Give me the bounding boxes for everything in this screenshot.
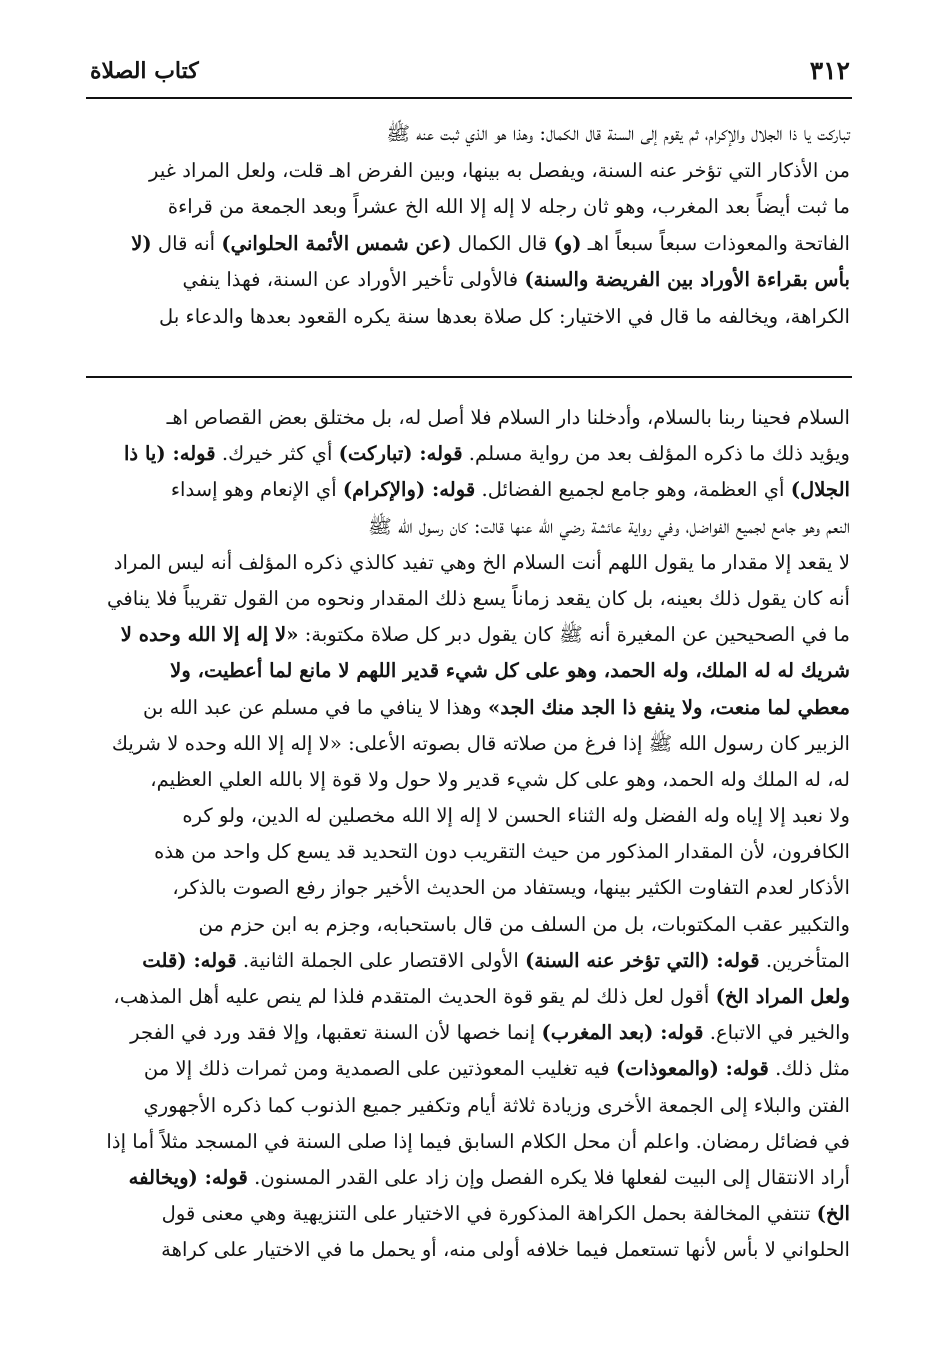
bold-text-run: «لا إله إلا الله وحده لا	[120, 623, 299, 647]
commentary-line	[88, 979, 850, 1015]
commentary-line	[88, 943, 850, 979]
commentary-line	[88, 834, 850, 870]
text-run: في فضائل رمضان. واعلم أن محل الكلام السابق فيما إذا صلى السنة في المسجد مثلاً أما إذا	[106, 1129, 850, 1153]
text-run: الكراهة، ويخالفه ما قال في الاختيار: كل صلاة بعدها سنة يكره القعود بعدها والدعاء بل	[159, 304, 850, 328]
text-run: الفاتحة والمعوذات سبعاً سبعاً اهـ	[581, 231, 850, 255]
text-run: المتأخرين.	[759, 948, 850, 972]
text-run: أقول لعل ذلك لم يقو قوة الحديث المتقدم فلذا لم ينص عليه أهل المذهب،	[113, 985, 716, 1008]
bold-text-run: (لا	[131, 231, 152, 255]
text-run: الكافرون، لأن المقدار المذكور من حيث التقريب دون التحديد قد يسع كل واحد من هذه	[154, 840, 850, 864]
text-run: وهذا لا ينافي ما في مسلم عن عبد الله بن	[143, 695, 488, 719]
text-run: الزبير كان رسول الله ﷺ إذا فرغ من صلاته قال بصوته الأعلى: «لا إله إلا الله وحده لا شريك	[111, 731, 850, 755]
page-number: ٣١٢	[809, 56, 850, 85]
commentary-line	[88, 1088, 850, 1124]
bold-text-run: معطي لما منعت، ولا ينفع ذا الجد منك الجد»	[488, 695, 850, 719]
commentary-line	[88, 1124, 850, 1160]
commentary-line	[88, 436, 850, 472]
text-run: تباركت يا ذا الجلال والإكرام، ثم يقوم إلى السنة قال الكمال: وهذا هو الذي ثبت عنه ﷺ	[386, 122, 850, 145]
commentary-divider	[86, 376, 852, 378]
header-rule	[86, 97, 852, 99]
text-run: فيه تغليب المعوذتين على الصمدية ومن ثمرات ذلك إلا من	[143, 1057, 616, 1081]
page-header	[90, 52, 850, 92]
text-run: تنتفي المخالفة بحمل الكراهة المذكورة في الاختيار على التنزيهية وهي معنى قول	[161, 1202, 817, 1226]
text-run: والخير في الاتباع.	[703, 1021, 850, 1045]
text-run: أنه كان يقول ذلك بعينه، بل كان يقعد زماناً يسع ذلك المقدار ونحوه من القول تقريباً فلا ينافي	[107, 586, 850, 610]
bold-text-run: شريك له له الملك، وله الحمد، وهو على كل شيء قدير اللهم لا مانع لما أعطيت، ولا	[170, 659, 850, 683]
commentary-line	[88, 509, 850, 545]
text-run: ما ثبت أيضاً بعد المغرب، وهو ثان رجله لا إله إلا الله الخ عشراً وبعد الجمعة من قراءة	[167, 195, 850, 218]
main-text-line	[88, 262, 850, 299]
main-text-line	[88, 153, 850, 190]
bold-text-run: ولعل المراد الخ)	[715, 985, 850, 1008]
bold-text-run: قوله: (ويخالفه	[128, 1165, 248, 1189]
text-run: الحلواني لا بأس لأنها تستعمل فيما خلافه أولى منه، أو يحمل ما في الاختيار على كراهة	[161, 1238, 850, 1262]
text-run: أي العظمة، وهو جامع لجميع الفضائل.	[475, 478, 791, 502]
commentary-line	[88, 690, 850, 726]
text-run: فالأولى تأخير الأوراد عن السنة، فهذا ينفي	[182, 268, 525, 291]
commentary-line	[88, 581, 850, 617]
commentary-line	[88, 762, 850, 798]
commentary-line	[88, 617, 850, 653]
text-run: النعم وهو جامع لجميع الفواضل، وفي رواية عائشة رضي الله عنها قالت: كان رسول الله ﷺ	[368, 514, 850, 538]
bold-text-run: قوله: (تباركت)	[338, 442, 463, 466]
text-run: أي كثر خيرك.	[215, 442, 339, 466]
text-run: الأذكار لعدم التفاوت الكثير بينها، ويستفاد من الحديث الأخير جواز رفع الصوت بالذكر،	[172, 876, 850, 900]
bold-text-run: قوله: (والإكرام)	[342, 478, 476, 502]
text-run: أنه قال	[151, 231, 222, 255]
bold-text-run: قوله: (التي تؤخر عنه السنة)	[525, 948, 760, 972]
commentary-line	[88, 1196, 850, 1232]
bold-text-run: الجلال)	[790, 478, 850, 502]
text-run: له، له الملك وله الحمد، وهو على كل شيء قدير ولا حول ولا قوة إلا بالله العلي العظيم،	[150, 767, 850, 791]
text-run: والتكبير عقب المكتوبات، بل من السلف من قال باستحبابه، وجزم به ابن حزم من	[198, 912, 850, 936]
bold-text-run: الخ)	[816, 1202, 850, 1226]
text-run: مثل ذلك.	[768, 1057, 850, 1081]
text-run: ويؤيد ذلك ما ذكره المؤلف بعد من رواية مسلم.	[462, 442, 850, 466]
commentary-line	[88, 1015, 850, 1051]
text-run: من الأذكار التي تؤخر عنه السنة، ويفصل به بينها، وبين الفرض اهـ قلت، ولعل المراد غير	[149, 158, 850, 182]
text-run: الفتن والبلاء إلى الجمعة الأخرى وزيادة ثلاثة أيام وتكفير جميع الذنوب كما ذكره الأجهوري	[143, 1093, 850, 1117]
main-text-line	[88, 226, 850, 263]
main-text	[88, 116, 850, 335]
commentary-line	[88, 1051, 850, 1087]
commentary-line	[88, 1160, 850, 1196]
commentary-text	[88, 400, 850, 1269]
bold-text-run: (عن شمس الأئمة الحلواني)	[221, 231, 452, 255]
commentary-line	[88, 400, 850, 436]
main-text-line	[88, 189, 850, 226]
text-run: قال الكمال	[451, 231, 554, 255]
commentary-line	[88, 472, 850, 508]
text-run: ما في الصحيحين عن المغيرة أنه ﷺ كان يقول دبر كل صلاة مكتوبة:	[298, 623, 850, 647]
main-text-line	[88, 116, 850, 153]
text-run: لا يقعد إلا مقدار ما يقول اللهم أنت السلام الخ وهي تفيد كالذي ذكره المؤلف أنه ليس المراد	[113, 550, 850, 574]
commentary-line	[88, 726, 850, 762]
bold-text-run: (و)	[553, 231, 582, 255]
text-run: إنما خصها لأن السنة تعقبها، وإلا فقد ورد في الفجر	[130, 1021, 542, 1045]
running-title: كتاب الصلاة	[90, 58, 199, 84]
bold-text-run: قوله: (والمعوذات)	[615, 1057, 769, 1081]
commentary-line	[88, 907, 850, 943]
text-run: أراد الانتقال إلى البيت لفعلها فلا يكره الفصل وإن زاد على القدر المسنون.	[247, 1165, 850, 1189]
bold-text-run: بأس بقراءة الأوراد بين الفريضة والسنة)	[524, 268, 850, 291]
bold-text-run: قوله: (بعد المغرب)	[541, 1021, 704, 1045]
main-text-line	[88, 299, 850, 336]
commentary-line	[88, 545, 850, 581]
text-run: الأولى الاقتصار على الجملة الثانية.	[236, 948, 526, 972]
text-run: ولا نعبد إلا إياه وله الفضل وله الثناء الحسن لا إله إلا الله مخصلين له الدين، ولو كره	[182, 804, 850, 828]
bold-text-run: قوله: (يا ذا	[123, 442, 216, 466]
commentary-line	[88, 798, 850, 834]
commentary-line	[88, 870, 850, 906]
commentary-line	[88, 653, 850, 689]
text-run: أي الإنعام وهو إسداء	[170, 478, 343, 502]
text-run: السلام فحينا ربنا بالسلام، وأدخلنا دار السلام فلا أصل له، بل مختلق بعض القصاص اهـ	[166, 406, 850, 429]
bold-text-run: قوله: (قلت	[142, 948, 237, 972]
commentary-line	[88, 1232, 850, 1268]
